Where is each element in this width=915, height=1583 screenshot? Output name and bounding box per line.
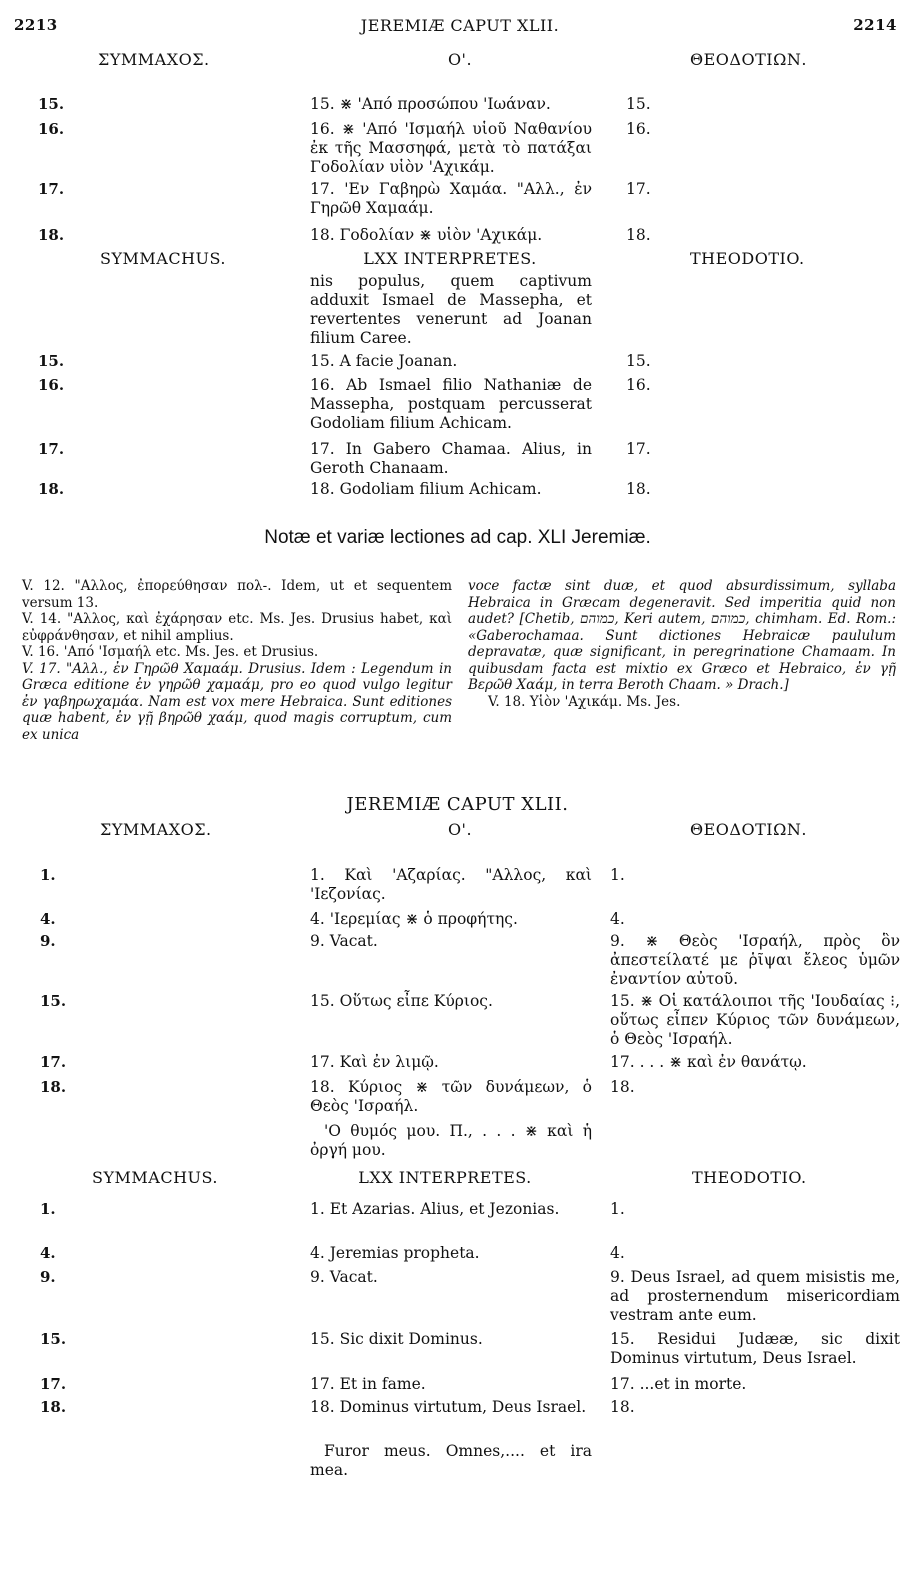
verse-text: 4. Jeremias propheta.: [310, 1244, 480, 1262]
note-paragraph: V. 12. "Αλλος, ἐπορεύθησαν πολ-. Idem, ut et sequentem versum 13.: [22, 578, 452, 611]
verse-number: 18.: [38, 480, 65, 498]
verse-text: 4.: [610, 910, 625, 928]
verse-text: 18.: [610, 1398, 635, 1416]
verse-number: 15.: [38, 352, 65, 370]
verse-number: 18.: [626, 480, 651, 498]
verse-number: 9.: [40, 1268, 56, 1286]
verse-text-extra: Furor meus. Omnes,.... et ira mea.: [310, 1442, 592, 1479]
verse-text: 9. Vacat.: [310, 932, 378, 950]
verse-number: 4.: [40, 1244, 56, 1262]
verse-text: 9. ⋇ Θεὸς 'Ισραήλ, πρὸς ὃν ἀπεστείλατέ με ῥῖψαι ἔλεος ὑμῶν ἐναντίον αὐτοῦ.: [610, 932, 900, 988]
header-symmachus-greek: ΣΥΜΜΑΧΟΣ.: [98, 50, 210, 69]
verse-number: 16.: [626, 376, 651, 394]
verse-text: 17. Et in fame.: [310, 1375, 426, 1393]
verse-number: 17.: [38, 180, 65, 198]
header-theodotion-greek: ΘΕΟΔΟΤΙΩΝ.: [690, 50, 807, 69]
verse-number: 17.: [38, 440, 65, 458]
verse-number: 15.: [40, 992, 67, 1010]
verse-text: 1. Καὶ 'Αζαρίας. "Αλλος, καὶ 'Ιεζονίας.: [310, 866, 592, 903]
verse-text: 18. Κύριος ⋇ τῶν δυνάμεων, ὁ Θεὸς 'Ισραήλ.: [310, 1078, 592, 1115]
note-paragraph: V. 18. Υἱὸν 'Αχικάμ. Ms. Jes.: [488, 693, 681, 710]
header-septuagint-greek: O'.: [447, 820, 473, 839]
verse-text: 9. Deus Israel, ad quem misistis me, ad prosternendum misericordiam vestram ante eum.: [610, 1268, 900, 1324]
verse-text: 1. Et Azarias. Alius, et Jezonias.: [310, 1200, 560, 1218]
header-symmachus-latin: SYMMACHUS.: [100, 249, 226, 268]
verse-number: 15.: [38, 95, 65, 113]
verse-number: 15.: [40, 1330, 67, 1348]
verse-text: 17. 'Εν Γαβηρὼ Χαμάα. "Αλλ., ἐν Γηρῶθ Χαμαάμ.: [310, 180, 592, 217]
verse-text: 15. Οὕτως εἶπε Κύριος.: [310, 992, 493, 1010]
verse-number: 17.: [40, 1053, 67, 1071]
verse-number: 9.: [40, 932, 56, 950]
verse-number: 16.: [626, 120, 651, 138]
header-symmachus-greek: ΣΥΜΜΑΧΟΣ.: [100, 820, 212, 839]
verse-number: 16.: [38, 376, 65, 394]
verse-number: 1.: [40, 1200, 56, 1218]
header-theodotion-latin: THEODOTIO.: [690, 249, 805, 268]
verse-text: 4. 'Ιερεμίας ⋇ ὁ προφήτης.: [310, 910, 518, 928]
verse-number: 18.: [40, 1398, 67, 1416]
verse-text: 16. Ab Ismael filio Nathaniæ de Massepha, postquam percusserat Godoliam filium Achicam.: [310, 376, 592, 432]
verse-text: 17. . . . ⋇ καὶ ἐν θανάτῳ.: [610, 1053, 807, 1071]
verse-text: 15. Sic dixit Dominus.: [310, 1330, 483, 1348]
note-paragraph: V. 14. "Αλλος, καὶ ἐχάρησαν etc. Ms. Jes. Drusius habet, καὶ εὐφράνθησαν, et nihil amplius.: [22, 611, 452, 644]
verse-text: 18.: [610, 1078, 635, 1096]
verse-text: 15. A facie Joanan.: [310, 352, 458, 370]
page-number-left: 2213: [14, 16, 58, 34]
verse-text: 15. ⋇ 'Από προσώπου 'Ιωάναν.: [310, 95, 551, 113]
verse-text: 18. Godoliam filium Achicam.: [310, 480, 542, 498]
verse-text: 16. ⋇ 'Από 'Ισμαήλ υἱοῦ Ναθανίου ἐκ τῆς Μασσηφά, μετὰ τὸ πατάξαι Γοδολίαν υἱὸν 'Αχικάμ.: [310, 120, 592, 176]
verse-text: 15. ⋇ Οἱ κατάλοιποι τῆς 'Ιουδαίας ⁝, οὕτως εἶπεν Κύριος τῶν δυνάμεων, ὁ Θεὸς 'Ισραήλ.: [610, 992, 900, 1048]
latin-intro-text: nis populus, quem captivum adduxit Ismael de Massepha, et revertentes venerunt ad Joanan filium Caree.: [310, 272, 592, 347]
verse-text: 4.: [610, 1244, 625, 1262]
verse-text-extra: 'Ο θυμός μου. Π., . . . ⋇ καὶ ἡ ὀργή μου.: [310, 1122, 592, 1159]
verse-number: 18.: [626, 226, 651, 244]
verse-text: 17. Καὶ ἐν λιμῷ.: [310, 1053, 439, 1071]
verse-number: 4.: [40, 910, 56, 928]
notes-right-column: [468, 578, 896, 710]
verse-text: 1.: [610, 1200, 625, 1218]
header-theodotion-greek: ΘΕΟΔΟΤΙΩΝ.: [690, 820, 807, 839]
verse-number: 18.: [40, 1078, 67, 1096]
notes-left-column: [22, 578, 452, 743]
verse-number: 15.: [626, 352, 651, 370]
header-septuagint-latin: LXX INTERPRETES.: [363, 249, 537, 268]
verse-text: 18. Dominus virtutum, Deus Israel.: [310, 1398, 587, 1416]
verse-text: 17. In Gabero Chamaa. Alius, in Geroth Chanaam.: [310, 440, 592, 477]
verse-text: 1.: [610, 866, 625, 884]
running-title: JEREMIÆ CAPUT XLII.: [360, 16, 560, 35]
chapter-title: JEREMIÆ CAPUT XLII.: [346, 794, 569, 815]
verse-number: 16.: [38, 120, 65, 138]
note-paragraph: voce factæ sint duæ, et quod absurdissimum, syllaba Hebraica in Græcam degeneravit. Sed imperitia quid non audet? [Chetib, כמוהם, Keri autem, כמוהם, chimham. Ed. Rom.: «Gaberochamaa. Sunt dictiones Hebraicæ paululum depravatæ, quæ significant, in peregrinatione Chamaam. In quibusdam facta est mixtio ex Græco et Hebraico, ἐν γῇ Βερῶθ Χαάμ, in terra Beroth Chaam. » Drach.]: [468, 578, 896, 693]
verse-text: 18. Γοδολίαν ⋇ υἱὸν 'Αχικάμ.: [310, 226, 543, 244]
header-theodotion-latin: THEODOTIO.: [692, 1168, 807, 1187]
verse-number: 1.: [40, 866, 56, 884]
verse-text: 15. Residui Judææ, sic dixit Dominus virtutum, Deus Israel.: [610, 1330, 900, 1367]
verse-number: 17.: [626, 440, 651, 458]
notes-title: Notæ et variæ lectiones ad cap. XLI Jeremiæ.: [264, 527, 651, 548]
verse-number: 15.: [626, 95, 651, 113]
note-paragraph: V. 16. 'Από 'Ισμαήλ etc. Ms. Jes. et Drusius.: [22, 644, 319, 660]
header-septuagint-greek: O'.: [447, 50, 473, 69]
verse-number: 17.: [626, 180, 651, 198]
verse-number: 18.: [38, 226, 65, 244]
header-symmachus-latin: SYMMACHUS.: [92, 1168, 218, 1187]
verse-text: 9. Vacat.: [310, 1268, 378, 1286]
verse-number: 17.: [40, 1375, 67, 1393]
header-septuagint-latin: LXX INTERPRETES.: [358, 1168, 532, 1187]
verse-text: 17. ...et in morte.: [610, 1375, 747, 1393]
page-number-right: 2214: [853, 16, 897, 34]
note-paragraph: V. 17. "Αλλ., ἐν Γηρῶθ Χαμαάμ. Drusius. Idem : Legendum in Græca editione ἐν γηρῶθ χαμαάμ, pro eo quod vulgo legitur ἐν γαβηρωχαμάα. Nam est vox mere Hebraica. Sunt editiones quæ habent, ἐν γῇ βηρῶθ χαάμ, quod magis corruptum, cum ex unica: [22, 660, 452, 743]
